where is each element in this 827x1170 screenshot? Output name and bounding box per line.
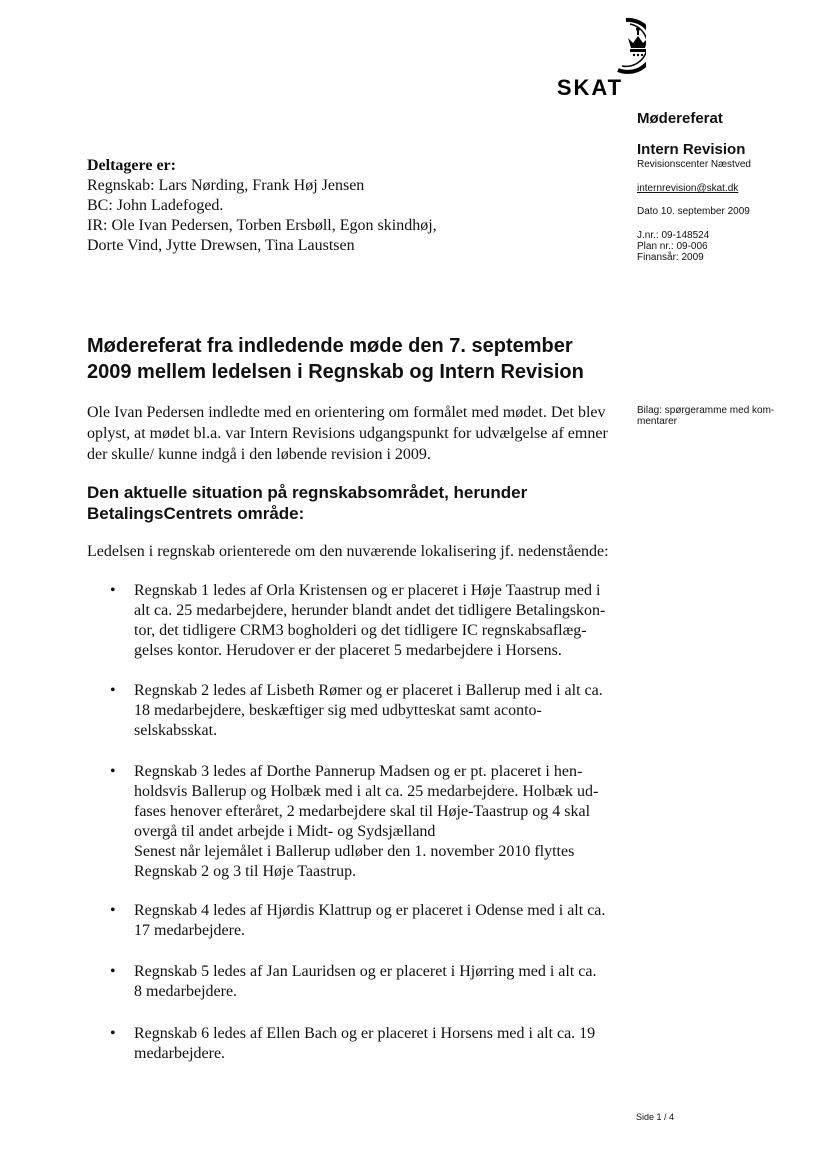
list-item-line: overgå til andet arbejde i Midt- og Sydsjælland: [134, 823, 436, 840]
bullet-icon: •: [110, 582, 116, 599]
lead-paragraph: Ledelsen i regnskab orienterede om den nuværende lokalisering jf. nedenstående:: [87, 543, 609, 560]
bullet-icon: •: [110, 682, 116, 699]
page-title: [87, 333, 607, 385]
list-item-line: Regnskab 1 ledes af Orla Kristensen og er placeret i Høje Taastrup med i: [134, 582, 601, 599]
title-line: 2009 mellem ledelsen i Regnskab og Intern Revision: [87, 361, 584, 383]
section-heading-line: BetalingsCentrets område:: [87, 504, 305, 523]
title-line: Mødereferat fra indledende møde den 7. september: [87, 335, 573, 357]
participants-line: BC: John Ladefoged.: [87, 197, 224, 214]
bullet-icon: •: [110, 1025, 116, 1042]
document-date: Dato 10. september 2009: [637, 206, 750, 217]
department-name: Intern Revision: [637, 141, 746, 158]
list-item-line: fases henover efteråret, 2 medarbejdere skal til Høje-Taastrup og 4 skal: [134, 803, 591, 820]
list-item-line: Regnskab 3 ledes af Dorthe Pannerup Madsen og er pt. placeret i hen-: [134, 763, 583, 780]
intro-line: der skulle/ kunne indgå i den løbende revision i 2009.: [87, 446, 431, 463]
participants-line: Dorte Vind, Jytte Drewsen, Tina Laustsen: [87, 237, 355, 254]
document-type: Mødereferat: [637, 110, 723, 127]
fiscal-year: Finansår: 2009: [637, 252, 704, 263]
list-item-line: Regnskab 4 ledes af Hjørdis Klattrup og er placeret i Odense med i alt ca.: [134, 902, 606, 919]
list-item-line: Regnskab 6 ledes af Ellen Bach og er placeret i Horsens med i alt ca. 19: [134, 1025, 596, 1042]
journal-number: J.nr.: 09-148524: [637, 230, 710, 241]
intro-line: oplyst, at mødet bl.a. var Intern Revisions udgangspunkt for udvælgelse af emner: [87, 425, 608, 442]
participants-block: [87, 156, 437, 256]
list-item-line: Regnskab 5 ledes af Jan Lauridsen og er placeret i Hjørring med i alt ca.: [134, 963, 597, 980]
list-item-line: 17 medarbejdere.: [134, 922, 246, 939]
attachment-line: mentarer: [637, 416, 678, 427]
page-number: Side 1 / 4: [636, 1112, 675, 1122]
list-item-line: Regnskab 2 og 3 til Høje Taastrup.: [134, 863, 357, 880]
list-item-line: gelses kontor. Herudover er der placeret 5 medarbejdere i Horsens.: [134, 642, 562, 659]
list-item-line: medarbejdere.: [134, 1045, 226, 1062]
attachment-line: Bilag: spørgeramme med kom-: [637, 405, 775, 416]
skat-wordmark: SKAT: [556, 75, 624, 100]
section-heading-line: Den aktuelle situation på regnskabsområdet, herunder: [87, 483, 528, 502]
list-item-line: Senest når lejemålet i Ballerup udløber den 1. november 2010 flyttes: [134, 843, 575, 860]
crown-icon: [534, 14, 646, 76]
list-item-line: selskabsskat.: [134, 722, 218, 739]
attachment-note: [637, 405, 787, 427]
list-item-line: alt ca. 25 medarbejdere, herunder blandt andet det tidligere Betalingskon-: [134, 602, 606, 619]
intro-line: Ole Ivan Pedersen indledte med en orientering om formålet med mødet. Det blev: [87, 404, 606, 421]
bullet-icon: •: [110, 902, 116, 919]
bullet-icon: •: [110, 963, 116, 980]
department-center: Revisionscenter Næstved: [637, 159, 751, 170]
list-item-line: holdsvis Ballerup og Holbæk med i alt ca. 25 medarbejdere. Holbæk ud-: [134, 783, 599, 800]
participants-line: Regnskab: Lars Nørding, Frank Høj Jensen: [87, 177, 365, 194]
list-item-line: 8 medarbejdere.: [134, 983, 238, 1000]
intro-paragraph: [87, 402, 622, 465]
section-heading: [87, 482, 547, 524]
participants-heading: Deltagere er:: [87, 157, 176, 174]
skat-logo: [534, 14, 646, 100]
list-item-line: tor, det tidligere CRM3 bogholderi og det tidligere IC regnskabsaflæg-: [134, 622, 587, 639]
bullet-icon: •: [110, 763, 116, 780]
participants-line: IR: Ole Ivan Pedersen, Torben Ersbøll, Egon skindhøj,: [87, 217, 437, 234]
list-item-line: Regnskab 2 ledes af Lisbeth Rømer og er placeret i Ballerup med i alt ca.: [134, 682, 603, 699]
email-link[interactable]: internrevision@skat.dk: [637, 183, 739, 194]
plan-number: Plan nr.: 09-006: [637, 241, 708, 252]
list-item-line: 18 medarbejdere, beskæftiger sig med udbytteskat samt aconto-: [134, 702, 542, 719]
